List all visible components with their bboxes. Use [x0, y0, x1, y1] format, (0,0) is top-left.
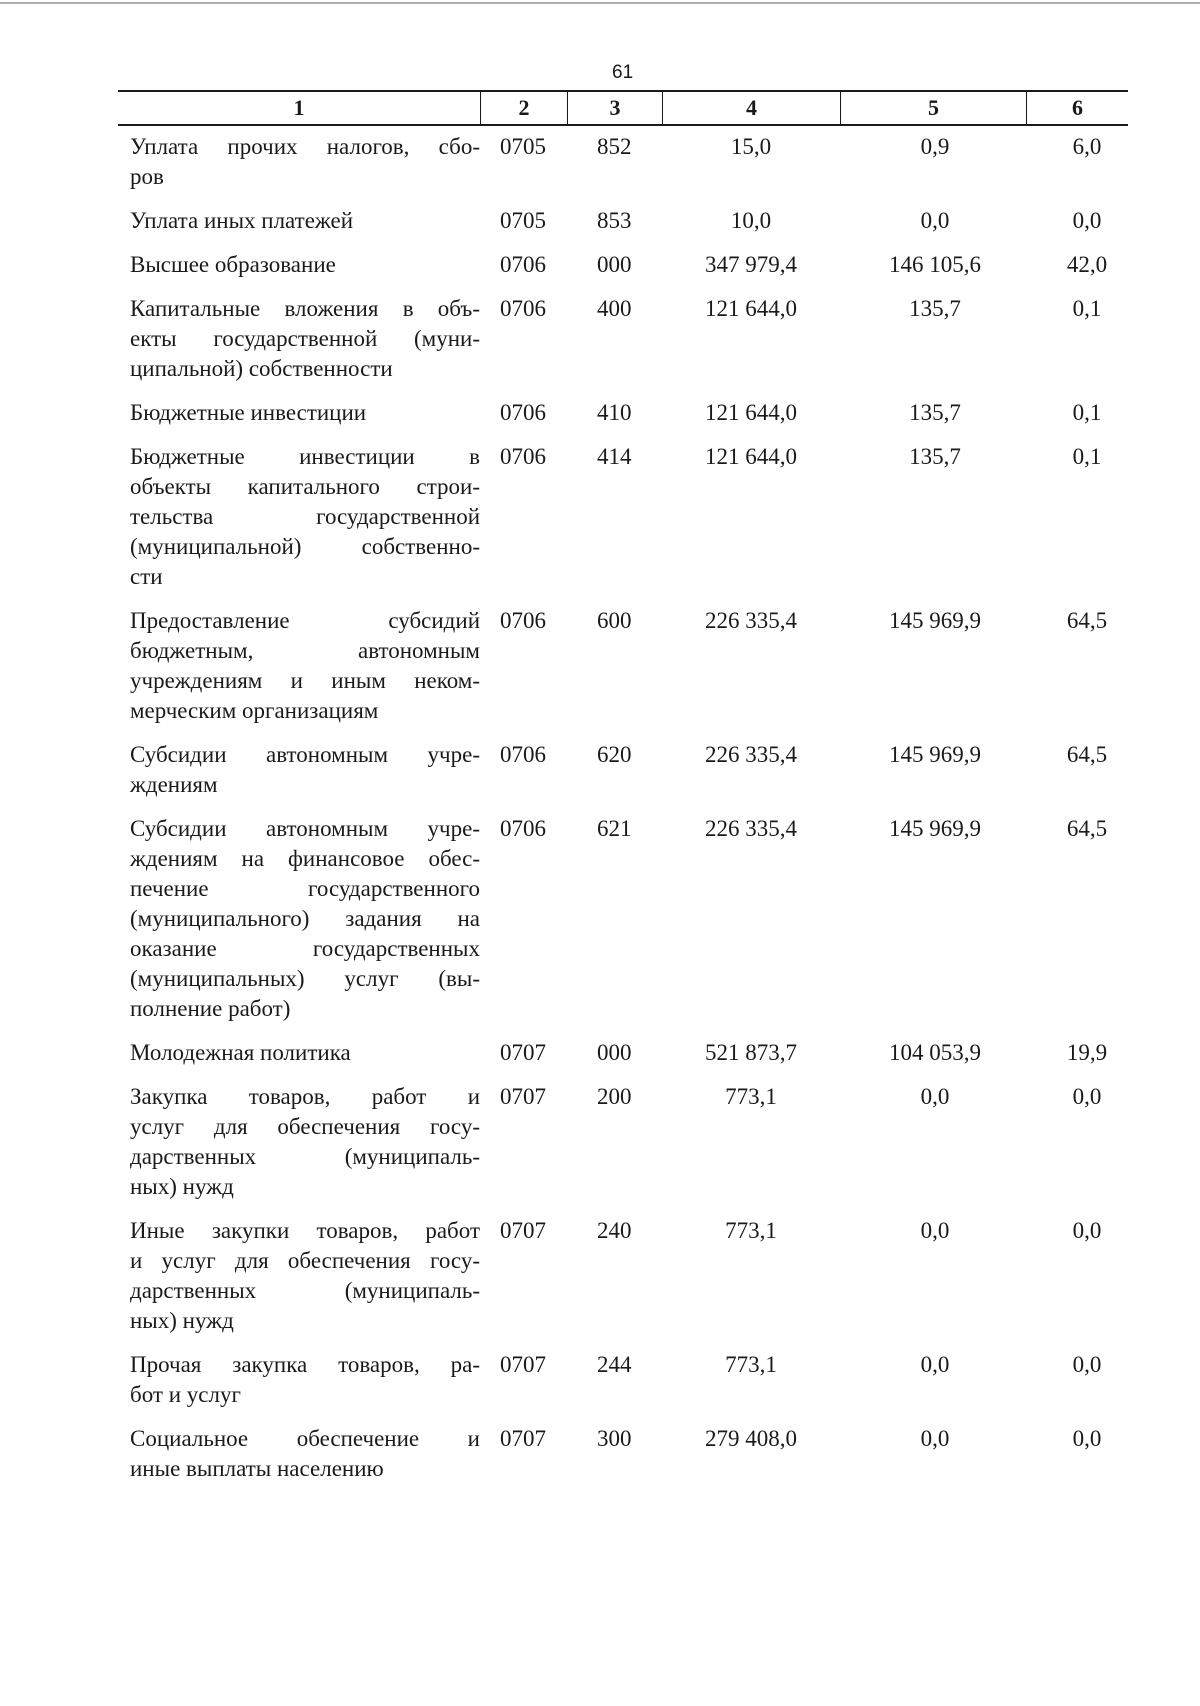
row-spacer [118, 726, 1128, 740]
table-row [118, 1082, 1128, 1202]
row-c5: 0,0 [920, 1352, 950, 1377]
row-spacer [118, 236, 1128, 250]
row-name-line: Субсидии автономным учре- [130, 816, 480, 841]
row-c6: 0,0 [1072, 1218, 1102, 1243]
row-c6: 0,0 [1072, 1426, 1102, 1451]
row-name-line: бот и услуг [130, 1382, 241, 1407]
table-row [118, 398, 1128, 428]
row-c2: 0705 [500, 134, 546, 159]
header-col-6: 6 [1026, 92, 1128, 124]
row-c4: 347 979,4 [705, 252, 797, 277]
header-col-2: 2 [480, 92, 567, 124]
table-row [118, 1038, 1128, 1068]
table-row [118, 606, 1128, 726]
row-name [118, 250, 480, 280]
row-c4: 226 335,4 [705, 816, 797, 841]
row-c3: 600 [597, 608, 632, 633]
row-name [118, 206, 480, 236]
row-name-line: Уплата иных платежей [130, 208, 354, 233]
row-name-line: Субсидии автономным учре- [130, 742, 480, 767]
row-name [118, 740, 480, 800]
row-c3: 244 [597, 1352, 632, 1377]
row-name-line: ных) нужд [130, 1174, 234, 1199]
row-name-line: объекты капитального строи- [130, 474, 480, 499]
row-c6: 0,0 [1072, 1084, 1102, 1109]
row-name [118, 1038, 480, 1068]
row-c3: 400 [597, 296, 632, 321]
row-c6: 0,1 [1072, 400, 1102, 425]
row-spacer [118, 1068, 1128, 1082]
row-name-line: мерческим организациям [130, 698, 379, 723]
row-c6: 64,5 [1066, 742, 1108, 767]
row-spacer [118, 280, 1128, 294]
row-c3: 853 [597, 208, 632, 233]
row-c5: 0,0 [920, 1218, 950, 1243]
header-col-5: 5 [840, 92, 1026, 124]
table-row [118, 1350, 1128, 1410]
row-c4: 121 644,0 [705, 400, 797, 425]
row-c3: 200 [597, 1084, 632, 1109]
row-name [118, 1424, 480, 1484]
row-c4: 10,0 [730, 208, 772, 233]
row-name-line: ждениям на финансовое обес- [130, 846, 480, 871]
row-spacer [118, 800, 1128, 814]
row-name [118, 442, 480, 592]
row-spacer [118, 192, 1128, 206]
row-name-line: Бюджетные инвестиции [130, 400, 367, 425]
row-c3: 414 [597, 444, 632, 469]
row-c6: 19,9 [1066, 1040, 1108, 1065]
row-name [118, 1350, 480, 1410]
table-row [118, 206, 1128, 236]
row-name-line: полнение работ) [130, 996, 291, 1021]
row-c3: 240 [597, 1218, 632, 1243]
page-number: 61 [612, 62, 634, 83]
row-name [118, 606, 480, 726]
row-c2: 0707 [500, 1218, 546, 1243]
row-c5: 0,0 [920, 1426, 950, 1451]
table-row [118, 250, 1128, 280]
row-c3: 410 [597, 400, 632, 425]
row-c5: 146 105,6 [889, 252, 981, 277]
row-c5: 104 053,9 [889, 1040, 981, 1065]
table-body [118, 126, 1128, 1484]
row-name-line: Бюджетные инвестиции в [130, 444, 480, 469]
row-name-line: Предоставление субсидий [130, 608, 480, 633]
row-name-line: оказание государственных [130, 936, 480, 961]
row-name-line: (муниципальной) собственно- [130, 534, 480, 559]
row-spacer [118, 592, 1128, 606]
row-name-line: (муниципальных) услуг (вы- [130, 966, 480, 991]
table-row [118, 1216, 1128, 1336]
row-c2: 0707 [500, 1084, 546, 1109]
row-name-line: Молодежная политика [130, 1040, 351, 1065]
row-name-line: печение государственного [130, 876, 480, 901]
row-name-line: учреждениям и иным неком- [130, 668, 480, 693]
row-c2: 0706 [500, 400, 546, 425]
row-c4: 121 644,0 [705, 296, 797, 321]
row-name-line: Прочая закупка товаров, ра- [130, 1352, 480, 1377]
row-name [118, 1216, 480, 1336]
row-c2: 0707 [500, 1040, 546, 1065]
row-c4: 15,0 [730, 134, 772, 159]
row-c4: 773,1 [725, 1084, 777, 1109]
row-c5: 135,7 [909, 296, 961, 321]
row-c3: 620 [597, 742, 632, 767]
row-c4: 773,1 [725, 1352, 777, 1377]
row-name-line: Высшее образование [130, 252, 336, 277]
row-c2: 0706 [500, 252, 546, 277]
row-c5: 135,7 [909, 400, 961, 425]
row-c5: 0,0 [920, 208, 950, 233]
row-name-line: ров [130, 164, 164, 189]
table-row [118, 814, 1128, 1024]
row-spacer [118, 1410, 1128, 1424]
row-c6: 0,0 [1072, 208, 1102, 233]
row-c4: 226 335,4 [705, 742, 797, 767]
row-name-line: ных) нужд [130, 1308, 234, 1333]
budget-table [118, 90, 1128, 1484]
row-c5: 0,0 [920, 1084, 950, 1109]
row-c2: 0706 [500, 608, 546, 633]
row-c2: 0706 [500, 444, 546, 469]
header-col-4: 4 [662, 92, 840, 124]
row-spacer [118, 1202, 1128, 1216]
row-c2: 0706 [500, 296, 546, 321]
row-c3: 000 [597, 1040, 632, 1065]
row-c4: 279 408,0 [705, 1426, 797, 1451]
row-c5: 145 969,9 [889, 816, 981, 841]
row-name-line: и услуг для обеспечения госу- [130, 1248, 480, 1273]
row-c2: 0707 [500, 1426, 546, 1451]
row-name-line: дарственных (муниципаль- [130, 1278, 480, 1303]
row-c3: 621 [597, 816, 632, 841]
row-c2: 0706 [500, 816, 546, 841]
row-name-line: иные выплаты населению [130, 1456, 384, 1481]
row-name [118, 132, 480, 192]
row-c6: 0,1 [1072, 444, 1102, 469]
row-name-line: тельства государственной [130, 504, 480, 529]
row-c6: 64,5 [1066, 608, 1108, 633]
row-name [118, 1082, 480, 1202]
row-c5: 145 969,9 [889, 608, 981, 633]
row-c3: 852 [597, 134, 632, 159]
row-c5: 145 969,9 [889, 742, 981, 767]
table-header [118, 90, 1128, 126]
table-row [118, 442, 1128, 592]
row-name [118, 398, 480, 428]
row-c6: 64,5 [1066, 816, 1108, 841]
row-c6: 0,1 [1072, 296, 1102, 321]
row-name-line: Закупка товаров, работ и [130, 1084, 480, 1109]
row-c4: 121 644,0 [705, 444, 797, 469]
table-row [118, 294, 1128, 384]
row-name-line: услуг для обеспечения госу- [130, 1114, 480, 1139]
row-name-line: дарственных (муниципаль- [130, 1144, 480, 1169]
row-name-line: екты государственной (муни- [130, 326, 480, 351]
row-name-line: Уплата прочих налогов, сбо- [130, 134, 480, 159]
row-c4: 521 873,7 [705, 1040, 797, 1065]
row-c2: 0705 [500, 208, 546, 233]
row-name-line: Социальное обеспечение и [130, 1426, 480, 1451]
row-c6: 6,0 [1072, 134, 1102, 159]
row-c4: 773,1 [725, 1218, 777, 1243]
row-name-line: ждениям [130, 772, 218, 797]
table-row [118, 1424, 1128, 1484]
row-name-line: Иные закупки товаров, работ [130, 1218, 480, 1243]
row-c3: 000 [597, 252, 632, 277]
table-row [118, 132, 1128, 192]
row-name-line: ципальной) собственности [130, 356, 393, 381]
row-c6: 0,0 [1072, 1352, 1102, 1377]
row-name-line: Капитальные вложения в объ- [130, 296, 480, 321]
header-col-3: 3 [567, 92, 662, 124]
row-c4: 226 335,4 [705, 608, 797, 633]
row-name-line: (муниципального) задания на [130, 906, 480, 931]
row-c6: 42,0 [1066, 252, 1108, 277]
row-c5: 135,7 [909, 444, 961, 469]
row-name [118, 814, 480, 1024]
table-row [118, 740, 1128, 800]
row-c2: 0707 [500, 1352, 546, 1377]
row-c2: 0706 [500, 742, 546, 767]
row-spacer [118, 384, 1128, 398]
row-c3: 300 [597, 1426, 632, 1451]
row-name-line: сти [130, 564, 163, 589]
header-col-1: 1 [293, 95, 305, 120]
row-spacer [118, 428, 1128, 442]
row-name [118, 294, 480, 384]
row-name-line: бюджетным, автономным [130, 638, 480, 663]
row-c5: 0,9 [920, 134, 950, 159]
row-spacer [118, 1336, 1128, 1350]
scan-top-edge [0, 2, 1200, 4]
row-spacer [118, 1024, 1128, 1038]
